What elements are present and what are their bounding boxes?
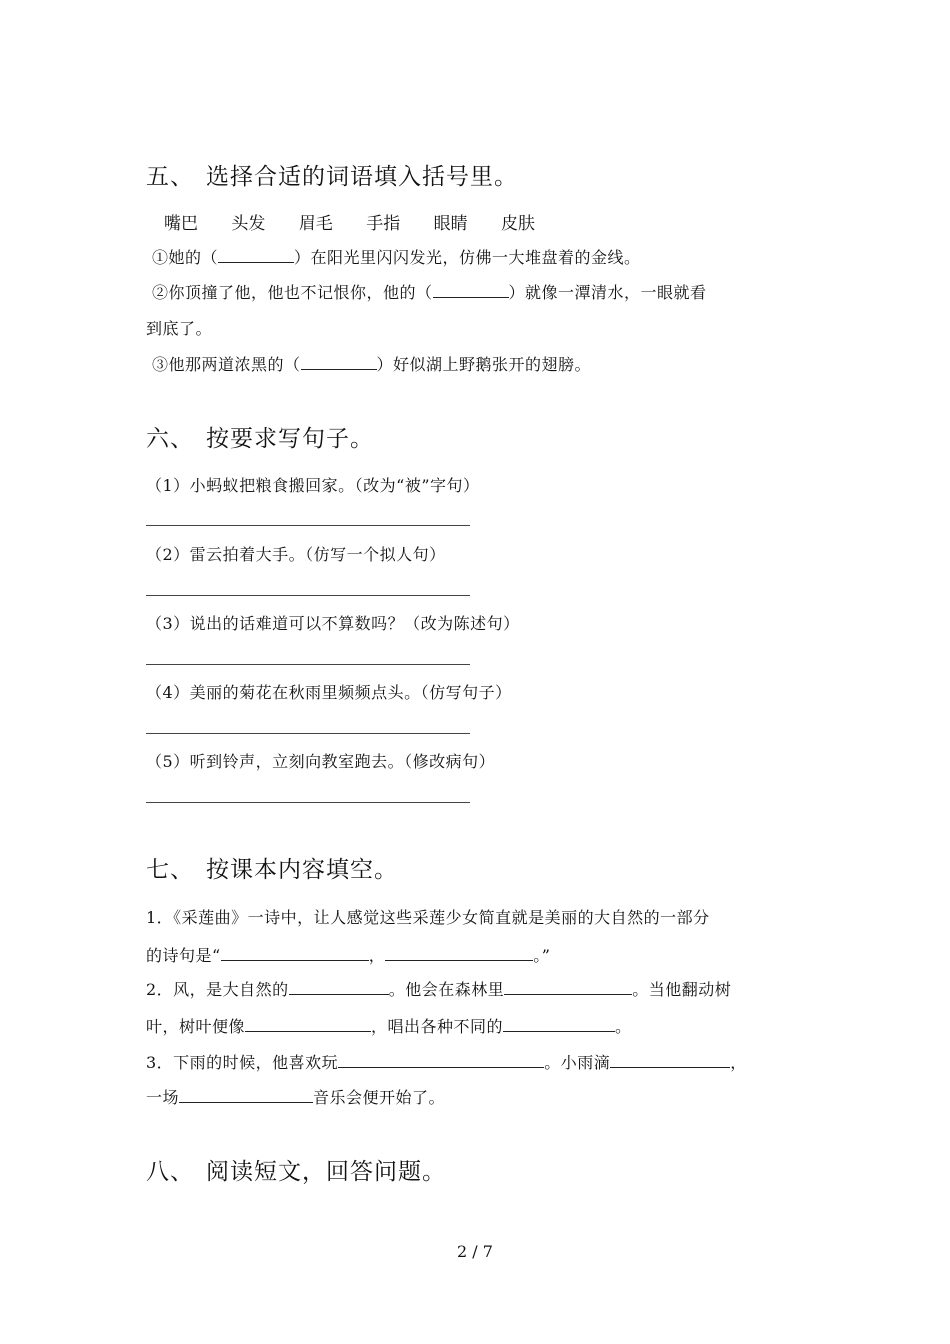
rain-blank-2[interactable] xyxy=(610,1051,730,1068)
l2-text-b: ， xyxy=(368,946,386,965)
l3-text-c: 。当他翻动树 xyxy=(632,980,732,999)
word-item: 手指 xyxy=(366,214,401,234)
section7-line-2 xyxy=(146,943,550,966)
section8-title: 阅读短文，回答问题。 xyxy=(206,1159,446,1185)
l5-text-c: ， xyxy=(730,1053,747,1072)
section6-item-2: （2）雷云拍着大手。（仿写一个拟人句） xyxy=(146,545,446,564)
word-item: 嘴巴 xyxy=(164,214,198,234)
section5-heading xyxy=(146,158,518,191)
poem-blank-2[interactable] xyxy=(385,944,533,961)
section7-number: 七、 xyxy=(146,857,194,883)
l3-text-b: 。他会在森林里 xyxy=(388,980,505,999)
q2-text-after: ）就像一潭清水，一眼就看 xyxy=(508,283,707,302)
section7-line-1: 1．《采莲曲》一诗中，让人感觉这些采莲少女简直就是美丽的大自然的一部分 xyxy=(146,908,710,927)
word-item: 眼睛 xyxy=(433,214,468,234)
l2-text-c: 。” xyxy=(533,946,551,965)
word-bank xyxy=(164,209,563,234)
word-item: 皮肤 xyxy=(501,214,536,234)
q1-text-after: ）在阳光里闪闪发光，仿佛一大堆盘着的金线。 xyxy=(294,248,641,267)
q3-text-after: ）好似湖上野鹅张开的翅膀。 xyxy=(376,355,592,374)
section8-heading xyxy=(146,1153,446,1186)
answer-line-4[interactable] xyxy=(146,733,470,734)
section5-number: 五、 xyxy=(146,164,194,190)
section6-item-5: （5）听到铃声，立刻向教室跑去。（修改病句） xyxy=(146,752,496,771)
answer-line-2[interactable] xyxy=(146,595,470,596)
wind-blank-3[interactable] xyxy=(245,1015,371,1032)
section5-q3 xyxy=(152,352,591,375)
l6-text-b: 音乐会便开始了。 xyxy=(313,1088,446,1107)
wind-blank-2[interactable] xyxy=(504,978,632,995)
q3-blank[interactable] xyxy=(301,353,377,370)
section8-number: 八、 xyxy=(146,1159,194,1185)
l5-text-a: 3．下雨的时候，他喜欢玩 xyxy=(146,1053,339,1072)
answer-line-1[interactable] xyxy=(146,525,470,526)
section6-item-1: （1）小蚂蚁把粮食搬回家。（改为“被”字句） xyxy=(146,476,480,495)
section5-q1 xyxy=(152,245,641,268)
l2-text-a: 的诗句是“ xyxy=(146,946,221,965)
answer-line-3[interactable] xyxy=(146,664,470,665)
section6-item-3: （3）说出的话难道可以不算数吗？（改为陈述句） xyxy=(146,614,520,633)
q3-text-before: ③他那两道浓黑的（ xyxy=(152,355,301,374)
section6-title: 按要求写句子。 xyxy=(206,426,374,452)
rain-blank-1[interactable] xyxy=(338,1051,544,1068)
l6-text-a: 一场 xyxy=(146,1088,180,1107)
poem-blank-1[interactable] xyxy=(221,944,369,961)
l4-text-a: 叶，树叶便像 xyxy=(146,1017,246,1036)
section6-heading xyxy=(146,420,374,453)
l3-text-a: 2．风，是大自然的 xyxy=(146,980,289,999)
section7-title: 按课本内容填空。 xyxy=(206,857,398,883)
q2-text-before: ②你顶撞了他，他也不记恨你，他的（ xyxy=(152,283,433,302)
l5-text-b: 。小雨滴 xyxy=(544,1053,611,1072)
section7-line-5 xyxy=(146,1050,747,1073)
q2-blank[interactable] xyxy=(433,281,509,298)
section6-item-4: （4）美丽的菊花在秋雨里频频点头。（仿写句子） xyxy=(146,683,512,702)
q1-blank[interactable] xyxy=(218,246,294,263)
rain-blank-3[interactable] xyxy=(179,1086,313,1103)
word-item: 头发 xyxy=(231,214,266,234)
section7-line-6 xyxy=(146,1085,445,1108)
page-number: 2 / 7 xyxy=(457,1242,493,1261)
section6-number: 六、 xyxy=(146,426,194,452)
section5-q2-continued: 到底了。 xyxy=(146,319,213,338)
section7-line-4 xyxy=(146,1014,632,1037)
l4-text-c: 。 xyxy=(615,1017,632,1036)
section5-title: 选择合适的词语填入括号里。 xyxy=(206,164,518,190)
q1-text-before: ①她的（ xyxy=(152,248,219,267)
section7-heading xyxy=(146,851,398,884)
section5-q2 xyxy=(152,280,707,303)
wind-blank-4[interactable] xyxy=(503,1015,615,1032)
l4-text-b: ，唱出各种不同的 xyxy=(371,1017,504,1036)
wind-blank-1[interactable] xyxy=(289,978,389,995)
word-item: 眉毛 xyxy=(298,214,333,234)
answer-line-5[interactable] xyxy=(146,802,470,803)
section7-line-3 xyxy=(146,977,731,1000)
